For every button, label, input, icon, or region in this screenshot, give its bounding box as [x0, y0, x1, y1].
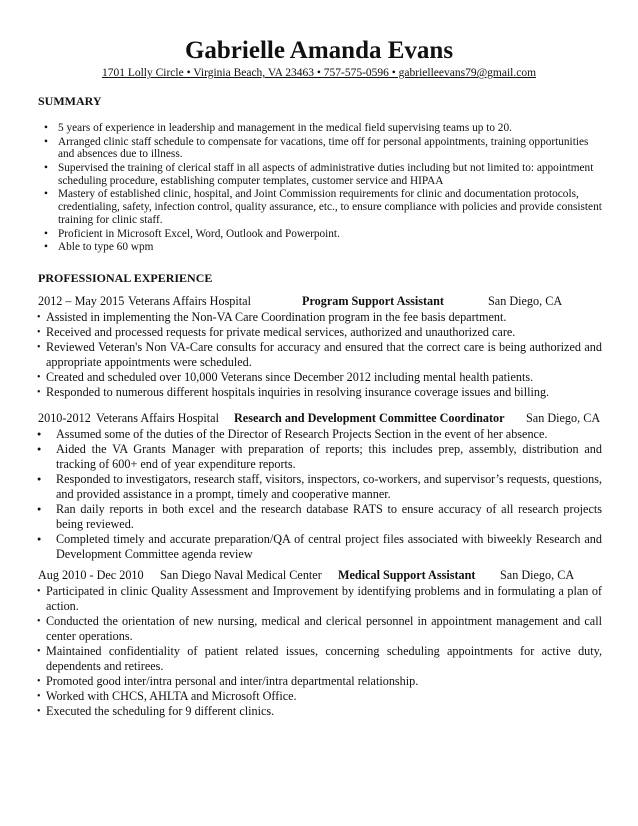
candidate-name: Gabrielle Amanda Evans	[184, 37, 454, 64]
job-employer: San Diego Naval Medical Center	[160, 568, 322, 582]
list-item: ● Completed timely and accurate preparation/QA of central project files associated with biweekly Research and Development Committee agenda review	[56, 532, 602, 562]
list-item: • Worked with CHCS, AHLTA and Microsoft Office.	[46, 689, 602, 704]
job-location: San Diego, CA	[488, 294, 563, 308]
list-item: ● Aided the VA Grants Manager with preparation of reports; this includes prep, assembly, distribution and tracking of 600+ end of year expenditure reports.	[56, 442, 602, 472]
job-location: San Diego, CA	[500, 568, 575, 582]
list-item: • Assisted in implementing the Non-VA Care Coordination program in the fee basis department.	[46, 310, 602, 325]
summary-item: • 5 years of experience in leadership and management in the medical field supervising teams up to 20.	[58, 122, 606, 135]
job-employer: Veterans Affairs Hospital	[96, 411, 219, 425]
list-item: • Maintained confidentiality of patient related issues, concerning scheduling appointments for active duty, dependents and retirees.	[46, 644, 602, 674]
summary-item: • Supervised the training of clerical staff in all aspects of administrative duties including but not limited to: appointment scheduling procedure, establishing computer templates, customer service and HIPAA	[58, 162, 606, 188]
job-dates: 2010-2012	[38, 411, 91, 425]
summary-item: • Able to type 60 wpm	[58, 241, 606, 254]
contact-line: 1701 Lolly Circle • Virginia Beach, VA 23463 • 757-575-0596 • gabrielleevans79@gmail.com	[101, 67, 537, 79]
summary-heading: SUMMARY	[38, 94, 102, 108]
job-title: Program Support Assistant	[302, 294, 444, 308]
list-item: • Responded to numerous different hospitals inquiries in resolving insurance coverage issues and billing.	[46, 385, 602, 400]
summary-item: • Proficient in Microsoft Excel, Word, Outlook and Powerpoint.	[58, 228, 606, 241]
job-employer: Veterans Affairs Hospital	[128, 294, 251, 308]
job-bullets	[46, 584, 602, 719]
summary-item: • Arranged clinic staff schedule to compensate for vacations, time off for personal appointments, training opportunities and absences due to illness.	[58, 136, 606, 162]
list-item: • Executed the scheduling for 9 different clinics.	[46, 704, 602, 719]
job-bullets	[56, 427, 602, 562]
job-dates: 2012 – May 2015	[38, 294, 125, 308]
list-item: • Participated in clinic Quality Assessment and Improvement by identifying problems and in formulating a plan of action.	[46, 584, 602, 614]
list-item: ● Responded to investigators, research staff, visitors, inspectors, co-workers, and supervisor’s requests, questions, and provided assistance in a prompt, timely and cooperative manner.	[56, 472, 602, 502]
list-item: • Promoted good inter/intra personal and inter/intra departmental relationship.	[46, 674, 602, 689]
job-bullets	[46, 310, 602, 400]
summary-list	[58, 122, 606, 255]
summary-item: • Mastery of established clinic, hospital, and Joint Commission requirements for clinic and documentation protocols, credentialing, safety, infection control, quality assurance, etc., to ensure compliance with policies and provide consistent training for clinic staff.	[58, 188, 606, 226]
list-item: ● Ran daily reports in both excel and the research database RATS to ensure accuracy of all research projects being reviewed.	[56, 502, 602, 532]
job-dates: Aug 2010 - Dec 2010	[38, 568, 144, 582]
experience-heading: PROFESSIONAL EXPERIENCE	[38, 271, 213, 285]
job-title: Medical Support Assistant	[338, 568, 476, 582]
list-item: • Conducted the orientation of new nursing, medical and clerical personnel in appointment management and call center operations.	[46, 614, 602, 644]
job-location: San Diego, CA	[526, 411, 601, 425]
list-item: • Reviewed Veteran's Non VA-Care consults for accuracy and ensured that the correct care is being authorized and appropriate appointments were scheduled.	[46, 340, 602, 370]
list-item: • Received and processed requests for private medical services, authorized and unauthorized care.	[46, 325, 602, 340]
list-item: • Created and scheduled over 10,000 Veterans since December 2012 including mental health patients.	[46, 370, 602, 385]
job-title: Research and Development Committee Coordinator	[234, 411, 505, 425]
list-item: ● Assumed some of the duties of the Director of Research Projects Section in the event of her absence.	[56, 427, 602, 442]
